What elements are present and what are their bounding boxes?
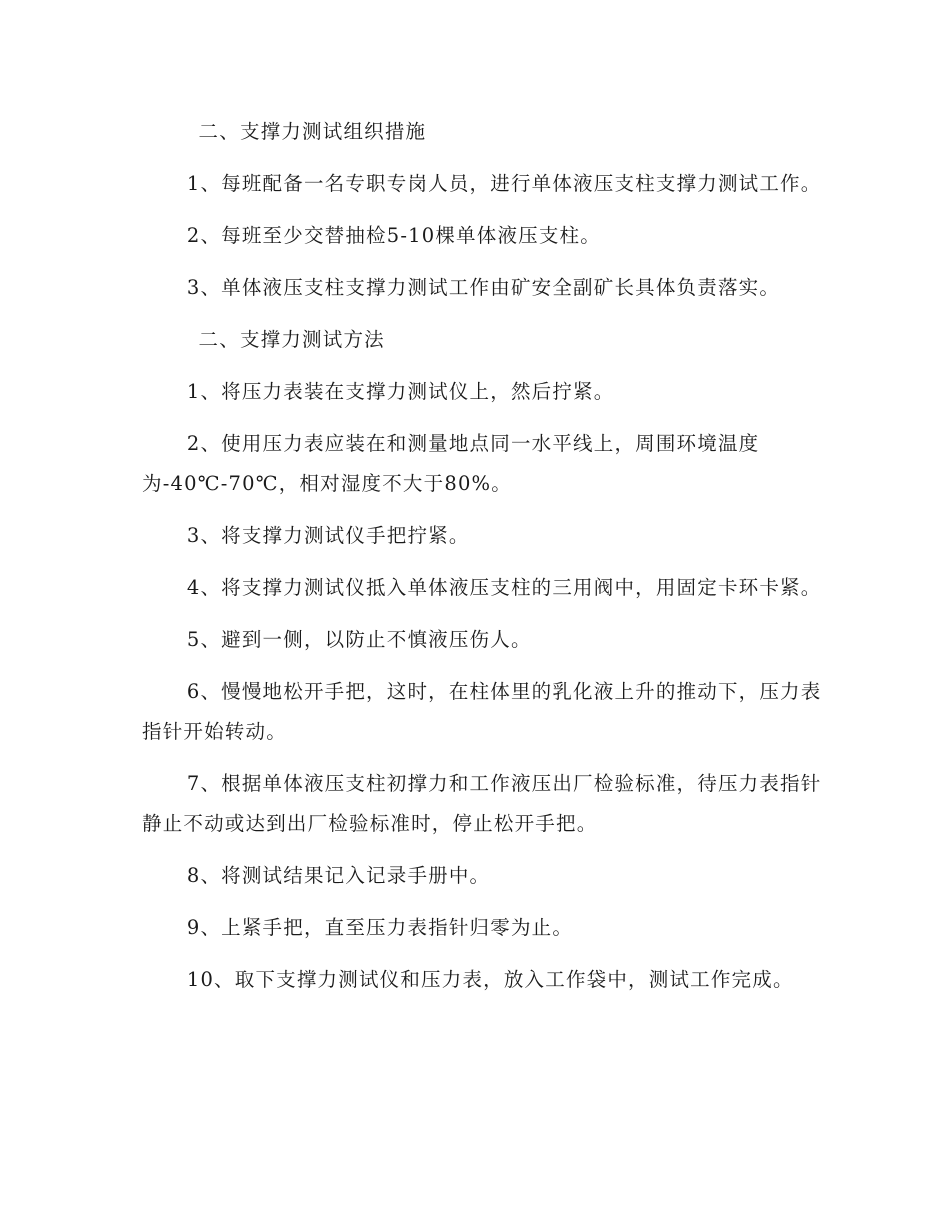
paragraph: 3、将支撑力测试仪手把拧紧。 [186, 524, 470, 547]
paragraph: 8、将测试结果记入记录手册中。 [186, 864, 491, 887]
paragraph: 4、将支撑力测试仪抵入单体液压支柱的三用阀中，用固定卡环卡紧。 [186, 576, 822, 599]
paragraph: 7、根据单体液压支柱初撑力和工作液压出厂检验标准，待压力表指针静止不动或达到出厂检验标准时，停止松开手把。 [142, 772, 822, 835]
section-heading-method: 二、支撑力测试方法 [198, 328, 385, 351]
paragraph: 1、每班配备一名专职专岗人员，进行单体液压支柱支撑力测试工作。 [186, 172, 822, 195]
paragraph: 1、将压力表装在支撑力测试仪上，然后拧紧。 [186, 380, 615, 403]
document-body [142, 112, 822, 1012]
paragraph: 2、每班至少交替抽检5-10棵单体液压支柱。 [186, 224, 601, 247]
paragraph: 6、慢慢地松开手把，这时，在柱体里的乳化液上升的推动下，压力表指针开始转动。 [142, 680, 822, 743]
paragraph: 5、避到一侧，以防止不慎液压伤人。 [186, 628, 532, 651]
paragraph: 9、上紧手把，直至压力表指针归零为止。 [186, 916, 574, 939]
paragraph: 2、使用压力表应装在和测量地点同一水平线上，周围环境温度为-40℃-70℃，相对湿度不大于80%。 [142, 432, 760, 495]
paragraph: 3、单体液压支柱支撑力测试工作由矿安全副矿长具体负责落实。 [186, 276, 781, 299]
section-heading-organization: 二、支撑力测试组织措施 [198, 120, 427, 143]
paragraph: 10、取下支撑力测试仪和压力表，放入工作袋中，测试工作完成。 [186, 968, 794, 991]
